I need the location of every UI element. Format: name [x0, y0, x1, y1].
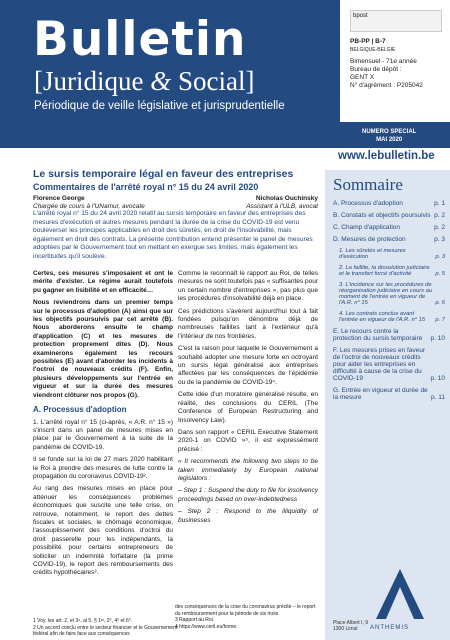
paragraph: Nous reviendrons dans un premier temps sur le processus d'adoption (A) ainsi que sur les objectifs poursuivis par cet arrêté (B). Nous aborderons ensuite le champ d'application (C) et les mesures de protection proprement dites (D). Nous examinerons également les recours possibles (E) avant d'aborder les incidents à l'octroi de nouveaux crédits (F). Enfin, plusieurs développements sur l'entrée en vigueur et sur la durée des mesures viendront clôturer nos propos (G).: [33, 299, 173, 399]
toc-subitem[interactable]: [333, 265, 445, 277]
postal-info: [350, 38, 446, 90]
toc-page: p. 2: [434, 212, 445, 219]
paragraph: Au rang des mesures mises en place pour atténuer les conséquences problèmes économiques que suscite une telle crise, on retrouve, notamment, le report des dettes fiscales et sociales, le chômage économique, l'assouplissement des conditions d'octroi du droit passerelle pour les indépendants, la possibilité pour certains entrepreneurs de solliciter un indemnité forfaitaire (la prime COVID-19), le report des remboursements des crédits hypothécaires³.: [33, 485, 173, 577]
article-title-line2: Commentaires de l'arrêté royal n° 15 du 24 avril 2020: [33, 182, 259, 192]
toc-page: p. 10: [430, 335, 445, 342]
toc-item[interactable]: [333, 347, 445, 382]
toc-item[interactable]: [333, 328, 445, 342]
toc-subitem[interactable]: [333, 311, 445, 323]
paragraph: Dans son rapport « CERIL Executive Statement 2020-1 on COVID »⁵, il est expressément précisé :: [178, 428, 318, 453]
toc-label: 1. Les sûretés et mesures d'exécution: [339, 248, 406, 260]
author-2: [215, 195, 318, 211]
special-date: MAI 2020: [376, 137, 403, 143]
quote-step: – Step 1 : Suspend the duty to file for insolvency proceedings based on over-indebtedness: [178, 487, 318, 503]
footnotes-left: [33, 618, 178, 638]
toc-label: B. Constats et objectifs poursuivis: [333, 212, 431, 219]
bpost-code: PB-PP | B-7: [350, 38, 386, 45]
footnote: 3 Rapport au Roi.: [175, 617, 215, 623]
special-issue-badge: [362, 128, 416, 144]
column-right: [178, 270, 318, 529]
address-line: 1300 Limal: [333, 626, 358, 632]
address-line: Place Albert I, 9: [333, 620, 369, 626]
column-left: [33, 270, 173, 582]
footnotes-right: [175, 604, 320, 630]
toc-label: F. Les mesures prises en faveur de l'octroi de nouveaux crédits pour aider les entreprises en difficulté à cause de la crise du COVID-19: [333, 347, 426, 382]
toc-label: C. Champ d'application: [333, 224, 400, 231]
article-title: [33, 168, 318, 194]
toc-page: p. 3: [434, 236, 445, 243]
anthemis-logo-icon: [370, 565, 430, 625]
table-of-contents: [333, 200, 445, 406]
author-2-name: Nicholas Ouchinsky: [255, 195, 318, 202]
toc-item[interactable]: [333, 200, 445, 207]
toc-item[interactable]: [333, 236, 445, 243]
publication-title: Bulletin: [33, 12, 247, 67]
author-2-role: Assistant à l'ULB, avocat: [246, 203, 318, 210]
publisher-name: ANTHEMIS: [370, 625, 410, 631]
toc-page: p. 10: [430, 375, 445, 382]
paragraph: Il se fonde sur la loi de 27 mars 2020 habilitant le Roi à prendre des mesures de lutte contre la propagation du coronavirus COVID-19².: [33, 456, 173, 480]
info-line: Bureau de dépôt :: [350, 66, 402, 73]
info-line: GENT X: [350, 74, 375, 81]
author-1: [33, 195, 145, 211]
toc-label: 2. La faillite, la dissolution judiciaire et le transfert forcé d'activité: [339, 265, 430, 277]
author-1-name: Florence George: [33, 195, 85, 202]
section-heading: A. Processus d'adoption: [33, 405, 127, 415]
toc-label: G. Entrée en vigueur et durée de la mesure: [333, 387, 428, 401]
toc-label: D. Mesures de protection: [333, 236, 406, 243]
toc-page: p. 1: [434, 200, 445, 207]
quote-step: – Step 2 : Respond to the illiquidity of businesses: [178, 508, 318, 524]
toc-page: p. 3: [435, 254, 445, 260]
paragraph: 1. L'arrêté royal n° 15 (ci-après, « A.R. n° 15 ») s'inscrit dans un panel de mesures mises en place par le Gouvernement à la suite de la pandémie de COVID-19.: [33, 418, 173, 451]
paragraph: Ces prédictions s'avèrent aujourd'hui tout à fait fondées puisqu'on dénombre déjà de nombreuses faillites tant à l'extérieur qu'à l'intérieur de nos frontières.: [178, 307, 318, 340]
footnote: 4 https://www.ceril.eu/home.: [175, 623, 238, 630]
toc-label: E. Le recours contre la protection du sursis temporaire: [333, 328, 423, 342]
author-1-role: Chargée de cours à l'UNamur, avocate: [33, 203, 145, 210]
paragraph: Certes, ces mesures s'imposaient et ont le mérite d'exister. Le régime aurait toutefois pu gagner en lisibilité et en efficacité…: [33, 270, 173, 294]
toc-page: p. 6: [435, 300, 445, 306]
footnote: 1 Voy. les art. 2, et 3⁹, al 5, § 1ᵉʳ, 2⁰, 4⁰ et 6⁰.: [33, 618, 133, 624]
toc-item[interactable]: [333, 224, 445, 231]
publication-subtitle: [34, 66, 255, 96]
info-line: N° d'agrément : P205042: [350, 82, 423, 89]
footnote: 2 Un accord conclu entre le secteur financier et le Gouvernement fédéral afin de faire face aux conséquences: [33, 624, 178, 637]
toc-page: p. 7: [435, 317, 445, 323]
toc-page: p. 5: [435, 271, 445, 277]
toc-page: p. 11: [431, 394, 445, 401]
toc-page: p. 2: [434, 224, 445, 231]
toc-label: A. Processus d'adoption: [333, 200, 403, 207]
subtitle-juridique: Juridique: [43, 66, 144, 96]
bpost-stamp: [350, 10, 442, 32]
toc-item[interactable]: [333, 212, 445, 219]
footnote: des conséquences de la crise du coronavirus précité – le report du remboursement pour la période de six mois.: [175, 604, 316, 617]
info-line: Bimensuel - 71e année: [350, 58, 417, 65]
publisher-address: [333, 620, 368, 632]
website-link[interactable]: www.lebulletin.be: [338, 150, 435, 162]
article-intro: L'arrêté royal n° 15 du 24 avril 2020 relatif au sursis temporaire en faveur des entreprises des mesures d'exécution et autres mesures pendant la durée de la crise du COVID-19 est venu bouleverser les principes applicables en droit des sûretés, en droit de l'insolvabilité, mais également en droit des contrats. La présente contribution entend présenter le panel de mesures adoptées par le Gouvernement tout en mettant en exergue ses limites, mais également les incertitudes qu'il soulève.: [33, 210, 313, 260]
paragraph: Cette idée d'un moratoire généralisé résulte, en réalité, des conclusions du CERIL (The Conference of European Restructuring and Insolvency Law).: [178, 391, 318, 424]
subtitle-ampersand: &: [150, 66, 172, 96]
paragraph: C'est la raison pour laquelle le Gouvernement a souhaité adopter une mesure forte en octroyant un sursis légal généralisé aux entreprises affectées par les conséquences de l'épidémie ou de la pandémie de COVID-19⁴.: [178, 345, 318, 386]
toc-subitem[interactable]: [333, 282, 445, 306]
bpost-label: bpost: [353, 13, 368, 19]
sommaire-title: Sommaire: [333, 175, 403, 194]
bracket-left: [: [34, 66, 43, 96]
toc-item[interactable]: [333, 387, 445, 401]
subtitle-social: Social: [178, 66, 246, 96]
toc-label: 3. L'incidence sur les procédures de réorganisation judiciaire en cours au moment de l'entrée en vigueur de l'A.R. n° 15: [339, 282, 433, 306]
bpost-country: BELGIQUE-BELGIE: [350, 47, 396, 53]
special-line: NUMERO SPECIAL: [362, 129, 417, 135]
paragraph: Comme le reconnaît le rapport au Roi, de telles mesures ne sont toutefois pas « suffisantes pour un certain nombre d'entreprises », pas plus que les procédures d'insolvabilité déjà en place.: [178, 270, 318, 303]
toc-label: 4. Les contrats conclus avant l'entrée en vigueur de l'A.R. n° 15: [339, 311, 426, 323]
bracket-right: ]: [245, 66, 255, 96]
quote: « It recommends the following two steps to be taken immediately by European national legislators :: [178, 458, 318, 482]
toc-subitem[interactable]: [333, 248, 445, 260]
tagline: Périodique de veille législative et jurisprudentielle: [34, 100, 285, 112]
article-title-line1: Le sursis temporaire légal en faveur des entreprises: [33, 168, 294, 180]
